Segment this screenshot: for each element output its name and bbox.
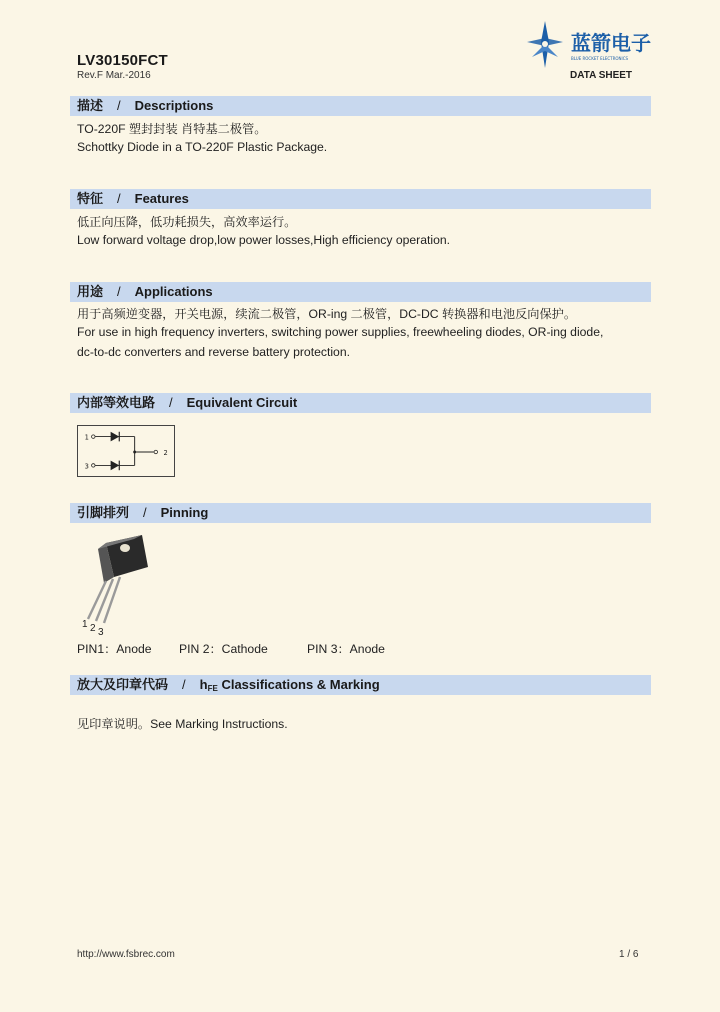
footer-url[interactable]: http://www.fsbrec.com — [77, 949, 175, 960]
section-title-cn: 内部等效电路 — [77, 395, 156, 410]
description-cn: TO-220F 塑封封装 肖特基二极管。 — [77, 122, 267, 136]
applications-cn: 用于高频逆变器，开关电源，续流二极管，OR-ing 二极管，DC-DC 转换器和电池反向保护。 — [77, 307, 577, 321]
section-title-cn: 引脚排列 — [77, 505, 130, 520]
pin3-description: PIN 3：Anode — [307, 642, 385, 656]
hfe-symbol: h — [199, 677, 208, 692]
section-header-equivalent-circuit — [70, 393, 651, 413]
section-title-en: Features — [134, 191, 189, 206]
equivalent-circuit-diagram — [77, 425, 175, 477]
diode-lower-icon — [111, 461, 120, 471]
features-en: Low forward voltage drop,low power losses,High efficiency operation. — [77, 233, 451, 247]
section-title-en: Equivalent Circuit — [186, 395, 298, 410]
lead-1-label: 1 — [82, 619, 88, 630]
logo-subtext: BLUE ROCKET ELECTRONICS — [571, 56, 629, 61]
section-header-applications — [70, 282, 651, 302]
section-title-en: Classifications & Marking — [217, 677, 380, 692]
pin2-description: PIN 2：Cathode — [179, 642, 268, 656]
section-header-features — [70, 189, 651, 209]
logo-text: 蓝箭电子 — [571, 31, 651, 55]
section-separator: / — [169, 395, 173, 410]
section-title-cn: 用途 — [77, 284, 104, 299]
lead-3-label: 3 — [98, 627, 104, 638]
section-title-cn: 描述 — [77, 98, 104, 113]
section-title-en: Pinning — [160, 505, 209, 520]
datasheet-label: DATA SHEET — [570, 70, 633, 81]
section-title-cn: 特征 — [77, 191, 104, 206]
section-header-classifications — [70, 675, 651, 695]
pin1-description: PIN1：Anode — [77, 642, 152, 656]
section-title-en: Applications — [134, 284, 213, 299]
diode-upper-icon — [111, 432, 120, 442]
company-logo — [523, 20, 653, 70]
marking-instructions: 见印章说明。See Marking Instructions. — [77, 717, 288, 731]
section-title-cn: 放大及印章代码 — [77, 677, 169, 692]
applications-en-line2: dc-to-dc converters and reverse battery protection. — [77, 345, 350, 359]
to220f-package-image — [84, 533, 154, 628]
section-header-pinning — [70, 503, 651, 523]
section-separator: / — [182, 677, 186, 692]
features-cn: 低正向压降，低功耗损失，高效率运行。 — [77, 215, 297, 229]
section-header-descriptions — [70, 96, 651, 116]
section-separator: / — [117, 284, 121, 299]
section-separator: / — [143, 505, 147, 520]
circuit-pin-1-label: 1 — [84, 433, 89, 442]
circuit-pin-2-label: 2 — [163, 448, 168, 457]
part-number-title: LV30150FCT — [77, 52, 168, 69]
hfe-subscript: FE — [207, 684, 218, 693]
revision-text: Rev.F Mar.-2016 — [77, 70, 151, 81]
page-number: 1 / 6 — [619, 949, 639, 960]
lead-2-label: 2 — [90, 623, 96, 634]
section-separator: / — [117, 98, 121, 113]
applications-en-line1: For use in high frequency inverters, switching power supplies, freewheeling diodes, OR-ing diode, — [77, 325, 604, 339]
section-title-en: Descriptions — [134, 98, 214, 113]
description-en: Schottky Diode in a TO-220F Plastic Package. — [77, 140, 328, 154]
section-separator: / — [117, 191, 121, 206]
circuit-pin-3-label: 3 — [84, 462, 89, 471]
